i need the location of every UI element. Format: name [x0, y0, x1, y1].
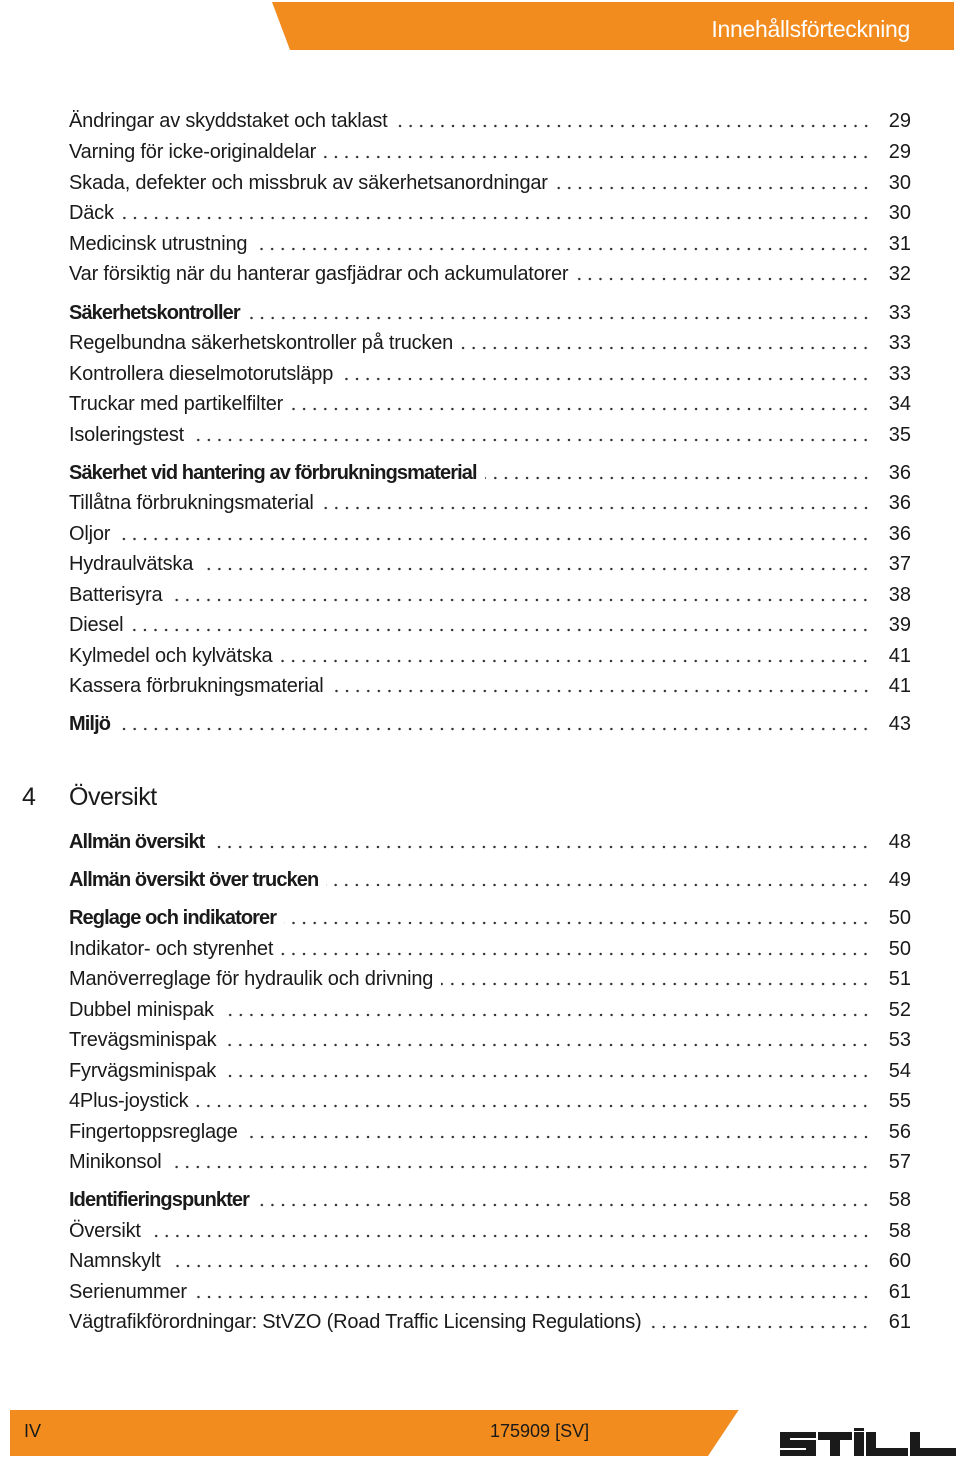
toc-entry[interactable] — [69, 485, 911, 515]
toc-entry[interactable] — [69, 900, 911, 930]
toc-entry-page: 53 — [888, 1029, 911, 1051]
toc-entry-page: 49 — [888, 869, 911, 891]
toc-entry-label: Truckar med partikelfilter — [69, 393, 284, 415]
toc-entry-label: Regelbundna säkerhetskontroller på trucken — [69, 332, 454, 354]
toc-entry-page: 58 — [888, 1189, 911, 1211]
toc-entry-label: Allmän översikt över trucken — [69, 869, 319, 891]
toc-entry[interactable] — [69, 256, 911, 286]
dot-leader — [649, 1325, 871, 1329]
toc-entry-label: Översikt — [69, 1220, 141, 1242]
dot-leader — [195, 1295, 871, 1299]
toc-entry[interactable] — [69, 356, 911, 386]
toc-entry-page: 31 — [888, 233, 911, 255]
dot-leader — [281, 952, 871, 956]
dot-leader — [222, 1013, 871, 1017]
toc-entry-page: 58 — [888, 1220, 911, 1242]
toc-entry-page: 33 — [888, 332, 911, 354]
toc-entry[interactable] — [69, 706, 911, 736]
dot-leader — [441, 982, 871, 986]
toc-entry-label: Manöverreglage för hydraulik och drivning — [69, 968, 434, 990]
toc-entry-label: Medicinsk utrustning — [69, 233, 248, 255]
toc-entry-label: 4Plus-joystick — [69, 1090, 189, 1112]
dot-leader — [461, 346, 871, 350]
dot-leader — [118, 727, 871, 731]
toc-entry-label: Däck — [69, 202, 114, 224]
chapter-number: 4 — [22, 783, 36, 811]
dot-leader — [396, 124, 871, 128]
toc-entry-page: 29 — [888, 110, 911, 132]
toc-entry-page: 50 — [888, 907, 911, 929]
toc-entry-page: 30 — [888, 172, 911, 194]
toc-entry[interactable] — [69, 546, 911, 576]
toc-entry[interactable] — [69, 417, 911, 447]
dot-leader — [122, 216, 871, 220]
toc-entry[interactable] — [69, 455, 911, 485]
toc-entry[interactable] — [69, 295, 911, 325]
toc-entry[interactable] — [69, 862, 911, 892]
dot-leader — [224, 1043, 871, 1047]
toc-entry[interactable] — [69, 1114, 911, 1144]
toc-entry-page: 36 — [888, 462, 911, 484]
toc-entry-label: Fingertoppsreglage — [69, 1121, 238, 1143]
toc-entry-page: 61 — [888, 1281, 911, 1303]
toc-entry-label: Indikator- och styrenhet — [69, 938, 274, 960]
toc-entry[interactable] — [69, 195, 911, 225]
toc-entry-page: 35 — [888, 424, 911, 446]
toc-entry[interactable] — [69, 931, 911, 961]
toc-entry[interactable] — [69, 961, 911, 991]
dot-leader — [576, 277, 871, 281]
toc-entry-label: Dubbel minispak — [69, 999, 214, 1021]
toc-entry-label: Allmän översikt — [69, 831, 205, 853]
toc-entry-label: Oljor — [69, 523, 111, 545]
toc-entry[interactable] — [69, 325, 911, 355]
dot-leader — [556, 186, 871, 190]
dot-leader — [169, 1165, 871, 1169]
toc-entry-page: 36 — [888, 523, 911, 545]
toc-entry[interactable] — [69, 992, 911, 1022]
toc-entry-page: 61 — [888, 1311, 911, 1333]
toc-entry-label: Var försiktig när du hanterar gasfjädrar och ackumulatorer — [69, 263, 569, 285]
dot-leader — [192, 438, 871, 442]
toc-entry[interactable] — [69, 516, 911, 546]
toc-entry-label: Miljö — [69, 713, 111, 735]
toc-entry-label: Isoleringstest — [69, 424, 185, 446]
dot-leader — [196, 1104, 871, 1108]
dot-leader — [255, 247, 871, 251]
chapter-heading — [0, 783, 960, 815]
toc-entry[interactable] — [69, 165, 911, 195]
toc-entry-page: 36 — [888, 492, 911, 514]
toc-entry[interactable] — [69, 1083, 911, 1113]
toc-entry-page: 57 — [888, 1151, 911, 1173]
toc-entry[interactable] — [69, 1022, 911, 1052]
dot-leader — [280, 659, 871, 663]
toc-entry-page: 60 — [888, 1250, 911, 1272]
toc-entry-page: 51 — [888, 968, 911, 990]
toc-entry-label: Säkerhetskontroller — [69, 302, 240, 324]
toc-entry[interactable] — [69, 226, 911, 256]
dot-leader — [284, 921, 871, 925]
toc-entry[interactable] — [69, 1053, 911, 1083]
toc-entry-label: Hydraulvätska — [69, 553, 194, 575]
dot-leader — [322, 506, 871, 510]
dot-leader — [170, 598, 871, 602]
dot-leader — [149, 1234, 871, 1238]
toc-entry[interactable] — [69, 1243, 911, 1273]
dot-leader — [291, 407, 871, 411]
toc-entry-label: Ändringar av skyddstaket och taklast — [69, 110, 388, 132]
toc-entry[interactable] — [69, 607, 911, 637]
toc-entry-label: Kassera förbrukningsmaterial — [69, 675, 324, 697]
toc-entry-page: 29 — [888, 141, 911, 163]
toc-entry-label: Tillåtna förbrukningsmaterial — [69, 492, 314, 514]
toc-entry-label: Vägtrafikförordningar: StVZO (Road Traffic Licensing Regulations) — [69, 1311, 642, 1333]
dot-leader — [257, 1203, 871, 1207]
dot-leader — [131, 628, 871, 632]
chapter-title: Översikt — [69, 783, 157, 811]
toc-entry-label: Varning för icke-originaldelar — [69, 141, 317, 163]
toc-entry[interactable] — [69, 1304, 911, 1334]
toc-entry[interactable] — [69, 1144, 911, 1174]
still-logo — [780, 1428, 956, 1456]
toc-entry-page: 33 — [888, 363, 911, 385]
dot-leader — [341, 377, 871, 381]
footer-page-number: IV — [24, 1421, 42, 1441]
toc-entry[interactable] — [69, 668, 911, 698]
toc-entry-label: Identifieringspunkter — [69, 1189, 250, 1211]
dot-leader — [332, 689, 871, 693]
dot-leader — [248, 316, 871, 320]
dot-leader — [169, 1264, 871, 1268]
toc-entry-page: 32 — [888, 263, 911, 285]
toc-entry-page: 52 — [888, 999, 911, 1021]
toc-entry-page: 30 — [888, 202, 911, 224]
dot-leader — [324, 155, 871, 159]
toc-entry[interactable] — [69, 638, 911, 668]
toc-entry-label: Trevägsminispak — [69, 1029, 217, 1051]
toc-entry-label: Kylmedel och kylvätska — [69, 645, 273, 667]
toc-entry-page: 33 — [888, 302, 911, 324]
toc-entry-page: 34 — [888, 393, 911, 415]
toc-entry-page: 54 — [888, 1060, 911, 1082]
toc-entry[interactable] — [69, 824, 911, 854]
toc-entry[interactable] — [69, 134, 911, 164]
toc-entry-page: 48 — [888, 831, 911, 853]
toc-entry-page: 56 — [888, 1121, 911, 1143]
toc-entry-label: Säkerhet vid hantering av förbrukningsmaterial — [69, 462, 477, 484]
toc-entry-page: 55 — [888, 1090, 911, 1112]
toc-entry-label: Reglage och indikatorer — [69, 907, 277, 929]
toc-entry-label: Kontrollera dieselmotorutsläpp — [69, 363, 334, 385]
toc-entry-page: 38 — [888, 584, 911, 606]
footer-document-code: 175909 [SV] — [490, 1421, 590, 1441]
dot-leader — [326, 883, 871, 887]
toc-entry-label: Skada, defekter och missbruk av säkerhetsanordningar — [69, 172, 548, 194]
toc-entry-page: 37 — [888, 553, 911, 575]
dot-leader — [246, 1135, 871, 1139]
toc-entry-label: Batterisyra — [69, 584, 163, 606]
toc-entry[interactable] — [69, 103, 911, 133]
toc-entry-label: Diesel — [69, 614, 124, 636]
toc-entry-label: Minikonsol — [69, 1151, 162, 1173]
page-title: Innehållsförteckning — [711, 16, 910, 42]
toc-entry[interactable] — [69, 1213, 911, 1243]
dot-leader — [485, 476, 871, 480]
toc-entry-label: Fyrvägsminispak — [69, 1060, 217, 1082]
toc-entry-page: 41 — [888, 675, 911, 697]
dot-leader — [224, 1074, 871, 1078]
dot-leader — [201, 567, 871, 571]
dot-leader — [118, 537, 871, 541]
toc-entry[interactable] — [69, 1274, 911, 1304]
toc-entry-label: Namnskylt — [69, 1250, 161, 1272]
toc-entry[interactable] — [69, 386, 911, 416]
toc-entry[interactable] — [69, 1182, 911, 1212]
toc-entry-page: 39 — [888, 614, 911, 636]
toc-entry[interactable] — [69, 577, 911, 607]
toc-entry-page: 50 — [888, 938, 911, 960]
toc-entry-page: 41 — [888, 645, 911, 667]
toc-entry-label: Serienummer — [69, 1281, 187, 1303]
dot-leader — [212, 845, 871, 849]
toc-entry-page: 43 — [888, 713, 911, 735]
